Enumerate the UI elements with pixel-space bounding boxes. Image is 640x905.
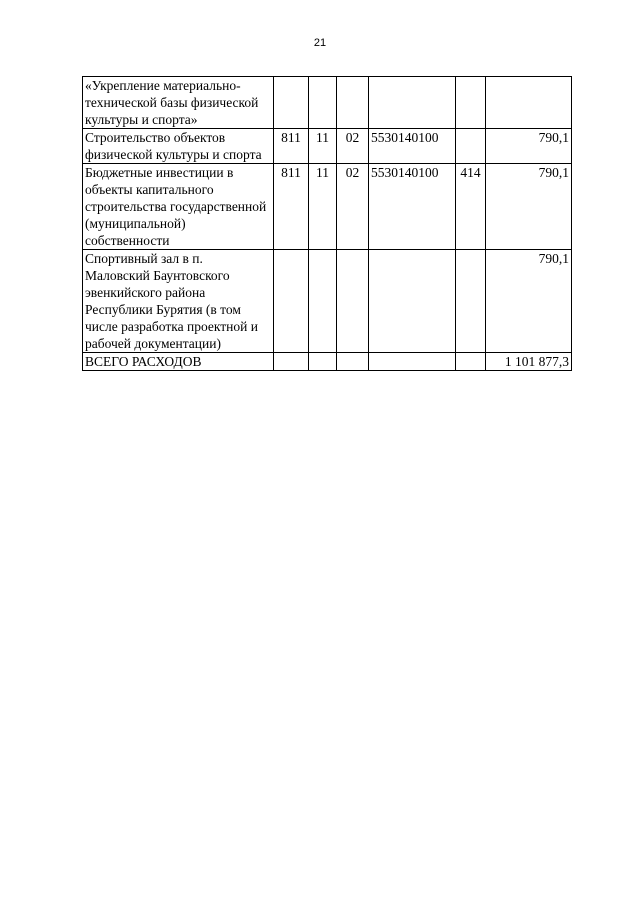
cs-cell (369, 77, 456, 129)
row-name-cell: «Укрепление материально-технической базы физической культуры и спорта» (83, 77, 274, 129)
gr-cell (274, 353, 309, 371)
page-number: 21 (313, 37, 327, 49)
table-row (83, 77, 572, 129)
sum-cell: 790,1 (486, 250, 572, 353)
row-name-cell: Бюджетные инвестиции в объекты капитального строительства государственной (муниципальной) собственности (83, 164, 274, 250)
sum-cell (486, 77, 572, 129)
rz-cell: 11 (309, 129, 337, 164)
rz-cell (309, 353, 337, 371)
gr-cell (274, 77, 309, 129)
vr-cell (456, 353, 486, 371)
vr-cell: 414 (456, 164, 486, 250)
rz-cell (309, 250, 337, 353)
table-row (83, 250, 572, 353)
cs-cell: 5530140100 (369, 129, 456, 164)
sum-cell: 790,1 (486, 129, 572, 164)
table-row (83, 129, 572, 164)
pr-cell (337, 77, 369, 129)
vr-cell (456, 250, 486, 353)
rz-cell (309, 77, 337, 129)
total-label-cell: ВСЕГО РАСХОДОВ (83, 353, 274, 371)
row-name-cell: Строительство объектов физической культуры и спорта (83, 129, 274, 164)
sum-cell: 790,1 (486, 164, 572, 250)
total-sum-cell: 1 101 877,3 (486, 353, 572, 371)
pr-cell: 02 (337, 164, 369, 250)
cs-cell (369, 353, 456, 371)
row-name-cell: Спортивный зал в п. Маловский Баунтовского эвенкийского района Республики Бурятия (в том числе разработка проектной и рабочей документации) (83, 250, 274, 353)
gr-cell: 811 (274, 129, 309, 164)
pr-cell: 02 (337, 129, 369, 164)
gr-cell: 811 (274, 164, 309, 250)
cs-cell (369, 250, 456, 353)
rz-cell: 11 (309, 164, 337, 250)
vr-cell (456, 77, 486, 129)
total-row (83, 353, 572, 371)
table-row (83, 164, 572, 250)
pr-cell (337, 250, 369, 353)
gr-cell (274, 250, 309, 353)
pr-cell (337, 353, 369, 371)
budget-table (82, 76, 572, 371)
vr-cell (456, 129, 486, 164)
cs-cell: 5530140100 (369, 164, 456, 250)
